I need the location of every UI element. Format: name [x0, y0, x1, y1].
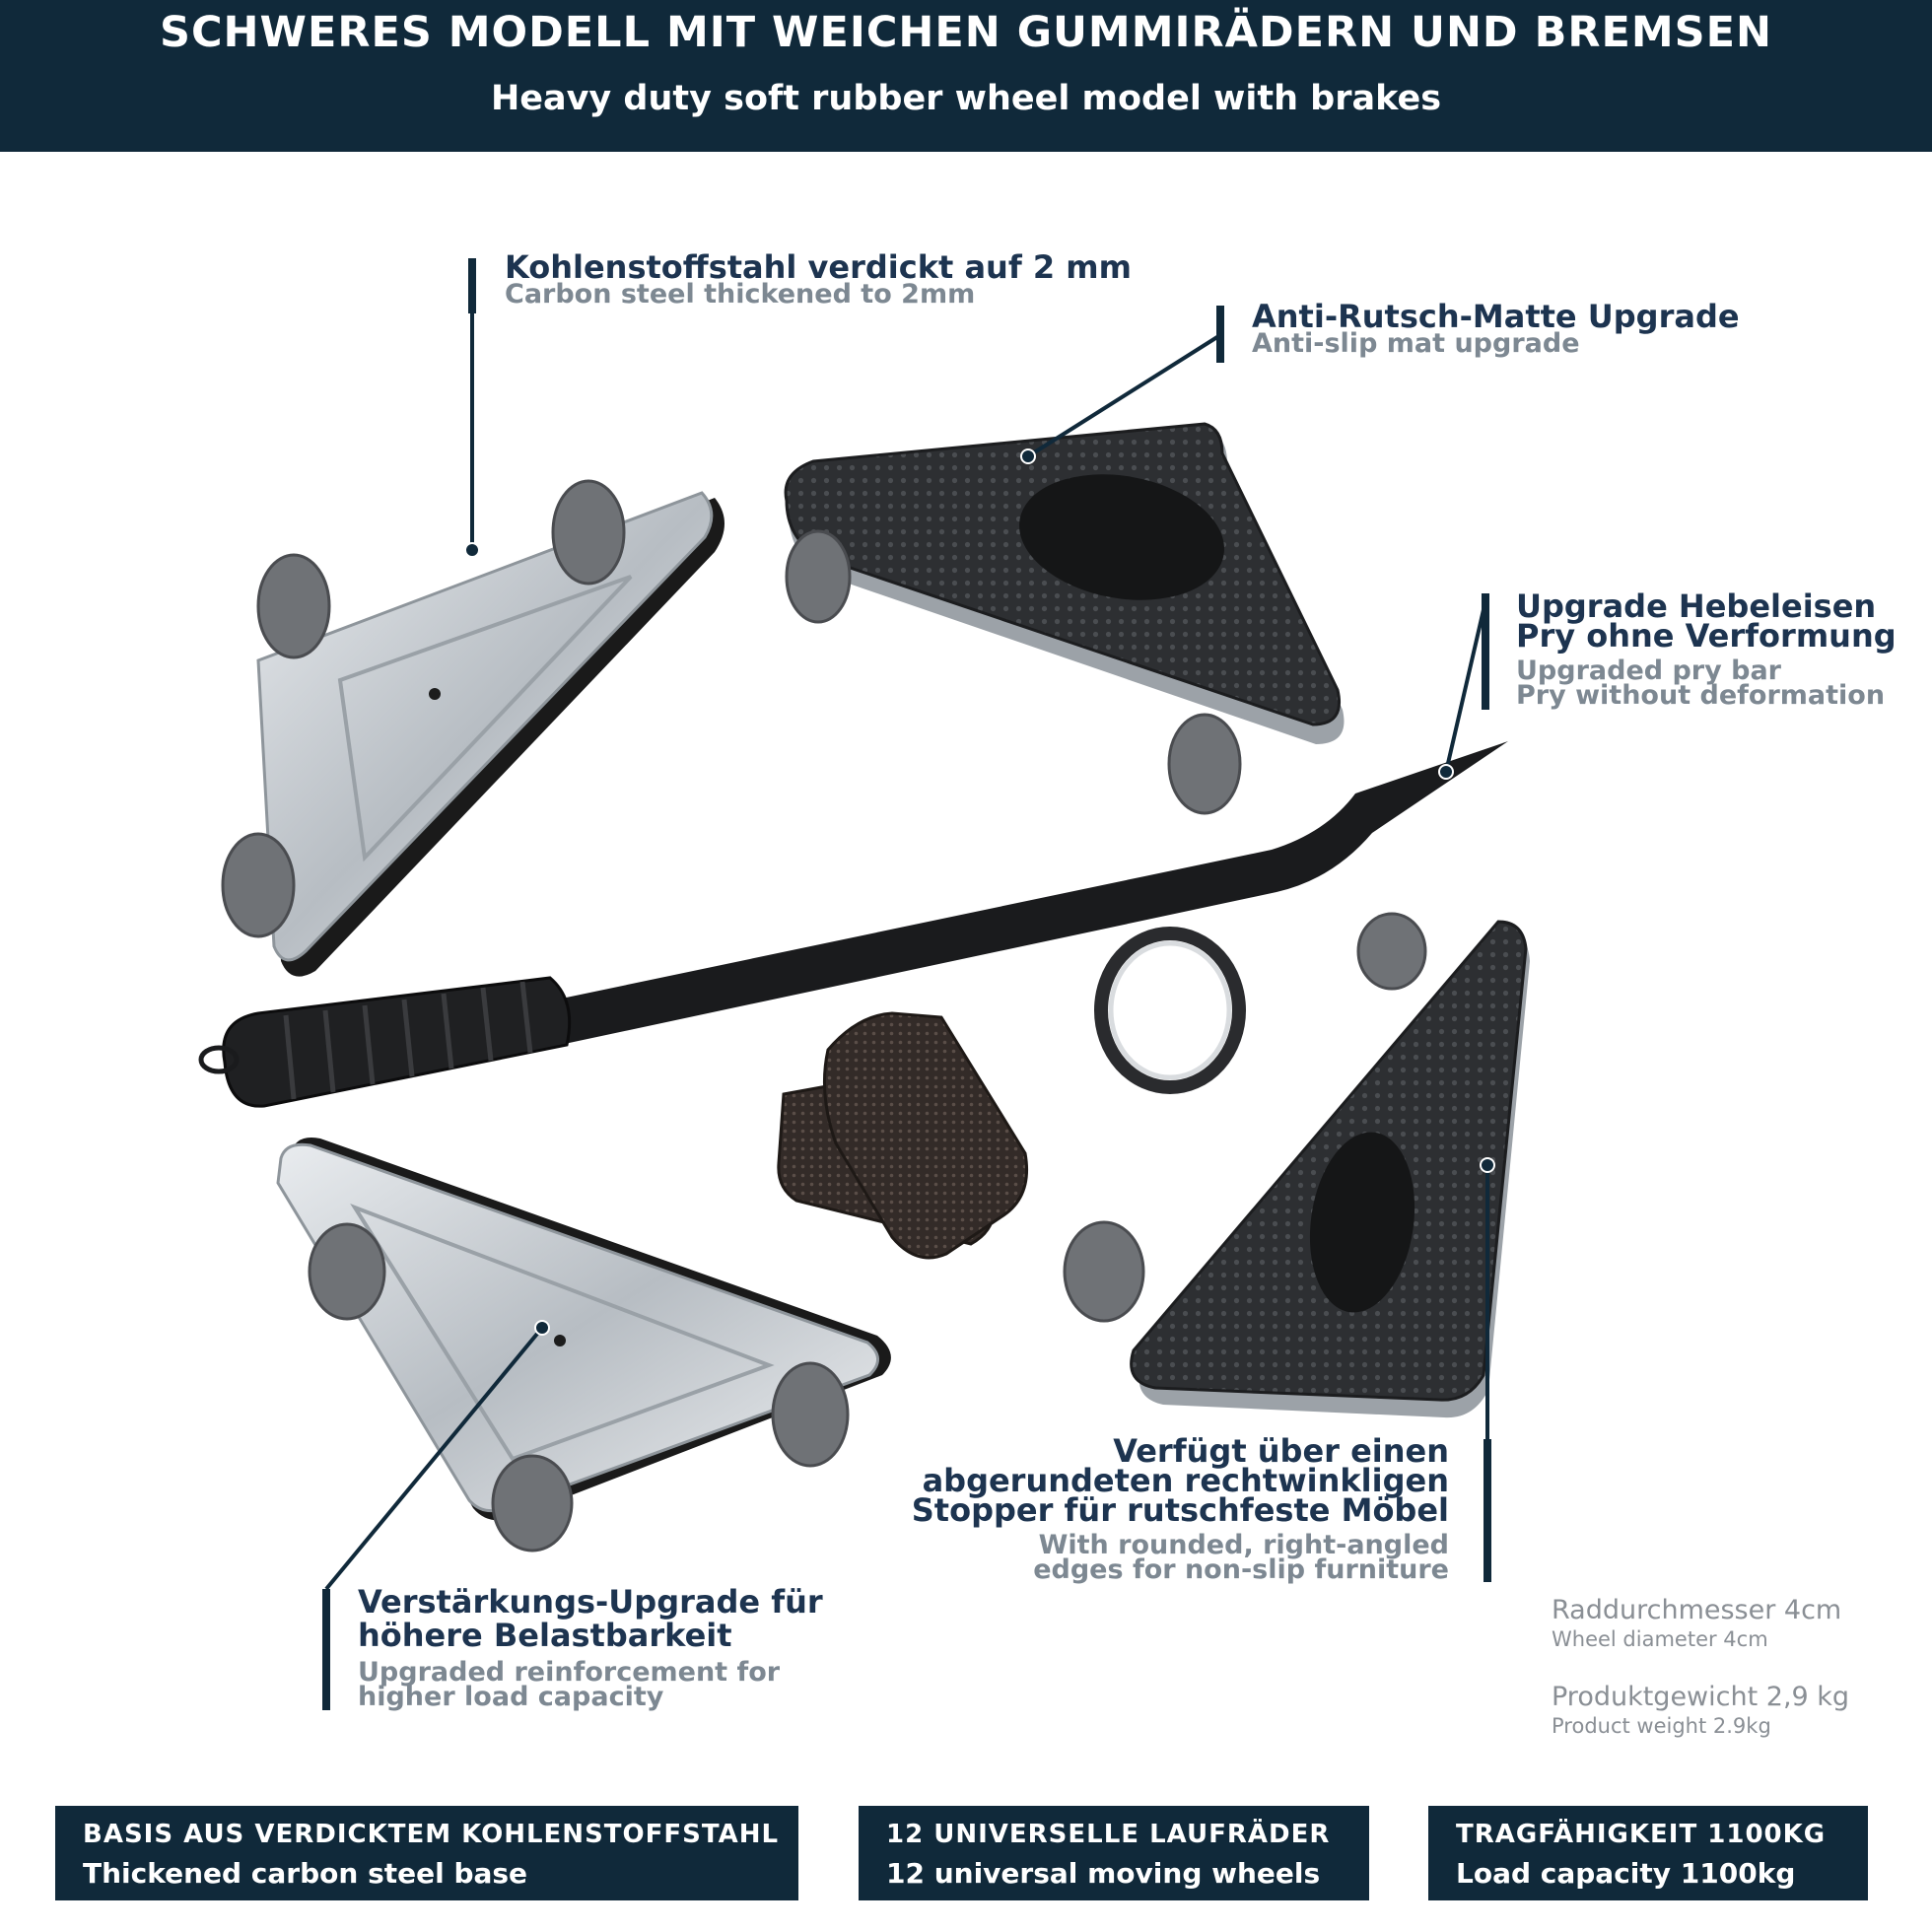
feature-box-wheels-de: 12 UNIVERSELLE LAUFRÄDER: [886, 1820, 1331, 1849]
callout-stopper-en-1: With rounded, right-angled: [1038, 1530, 1449, 1560]
callout-reinforcement-en-1: Upgraded reinforcement for: [358, 1657, 781, 1688]
callout-reinforcement: [358, 1583, 823, 1712]
callout-anti-slip: [1252, 298, 1740, 359]
header-title-de: SCHWERES MODELL MIT WEICHEN GUMMIRÄDERN UND BREMSEN: [160, 8, 1772, 57]
callout-stopper-de-3: Stopper für rutschfeste Möbel: [911, 1491, 1449, 1529]
spec-product-weight-de: Produktgewicht 2,9 kg: [1552, 1682, 1850, 1712]
callout-carbon-steel-de: Kohlenstoffstahl verdickt auf 2 mm: [505, 248, 1132, 286]
anti-slip-pads: [779, 1013, 1027, 1258]
slider-rubber-bottom-right: [1065, 914, 1530, 1417]
slider-rubber-top-right: [786, 424, 1344, 813]
callout-reinforcement-en-2: higher load capacity: [358, 1682, 664, 1712]
callout-pry-bar-en-1: Upgraded pry bar: [1516, 656, 1781, 686]
callout-stopper: [911, 1432, 1449, 1585]
spec-wheel-diameter-en: Wheel diameter 4cm: [1552, 1627, 1768, 1651]
feature-box-load-capacity-de: TRAGFÄHIGKEIT 1100KG: [1456, 1820, 1827, 1849]
callout-reinforcement-de-2: höhere Belastbarkeit: [358, 1617, 732, 1654]
feature-box-wheels-en: 12 universal moving wheels: [886, 1857, 1321, 1890]
callout-pry-bar: [1516, 587, 1897, 711]
feature-box-steel-base: [55, 1806, 798, 1900]
spec-product-weight-en: Product weight 2.9kg: [1552, 1714, 1771, 1738]
feature-box-steel-base-en: Thickened carbon steel base: [83, 1857, 528, 1890]
spec-product-weight: [1552, 1682, 1849, 1739]
callout-pry-bar-de-1: Upgrade Hebeleisen: [1516, 587, 1877, 625]
callout-carbon-steel-en: Carbon steel thickened to 2mm: [505, 279, 976, 310]
callout-anti-slip-en: Anti-slip mat upgrade: [1252, 328, 1580, 359]
callout-stopper-de-2: abgerundeten rechtwinkligen: [922, 1462, 1449, 1499]
feature-box-wheels: [859, 1806, 1369, 1900]
feature-box-load-capacity: [1428, 1806, 1868, 1900]
callout-stopper-de-1: Verfügt über einen: [1113, 1432, 1449, 1470]
spec-wheel-diameter-de: Raddurchmesser 4cm: [1552, 1595, 1842, 1625]
callout-carbon-steel: [505, 248, 1132, 310]
callout-pry-bar-en-2: Pry without deformation: [1516, 680, 1886, 711]
spec-wheel-diameter: [1552, 1595, 1841, 1652]
callout-stopper-en-2: edges for non-slip furniture: [1033, 1554, 1449, 1585]
callout-reinforcement-de-1: Verstärkungs-Upgrade für: [358, 1583, 823, 1621]
header-title-en: Heavy duty soft rubber wheel model with brakes: [490, 79, 1442, 118]
callout-pry-bar-de-2: Pry ohne Verformung: [1516, 617, 1897, 655]
callout-anti-slip-de: Anti-Rutsch-Matte Upgrade: [1252, 298, 1740, 335]
feature-box-steel-base-de: BASIS AUS VERDICKTEM KOHLENSTOFFSTAHL: [83, 1820, 780, 1849]
feature-box-load-capacity-en: Load capacity 1100kg: [1456, 1857, 1796, 1890]
